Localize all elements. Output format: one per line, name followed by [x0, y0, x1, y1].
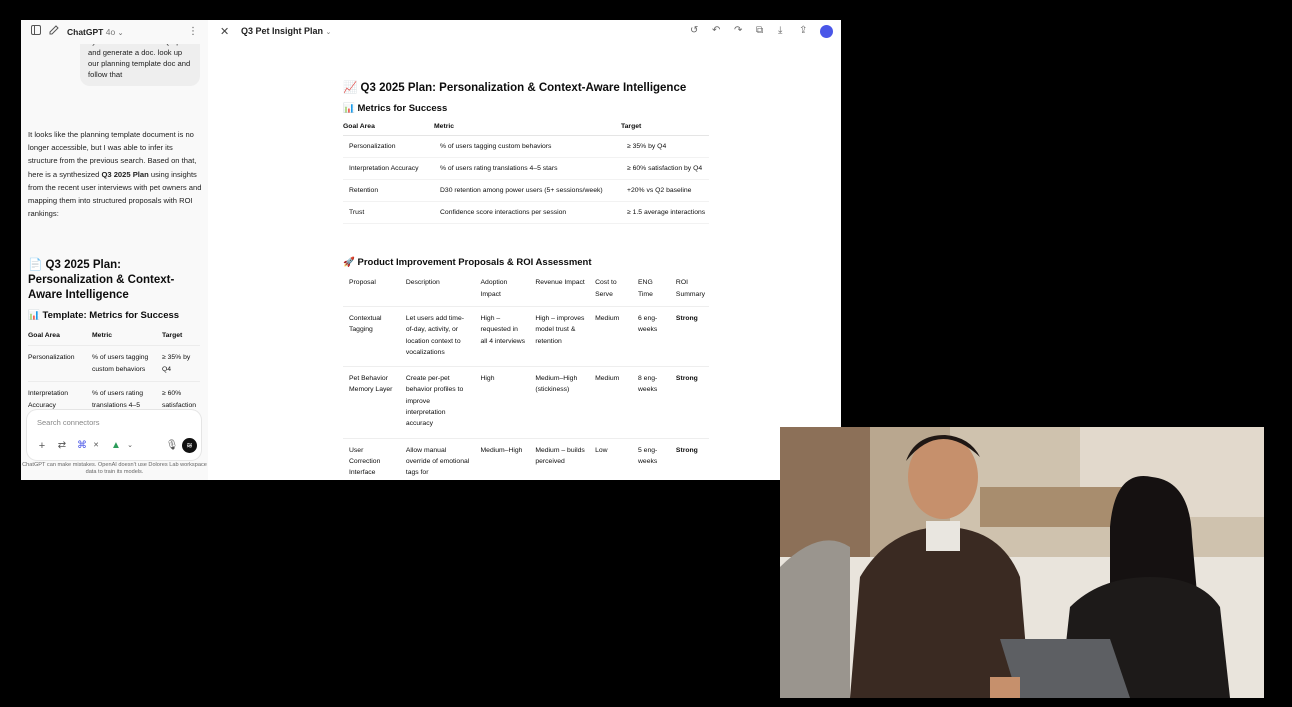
composer[interactable]: [27, 410, 201, 460]
table-row: Interpretation Accuracy % of users rating translations 4–5 ≥ 60% satisfaction: [28, 382, 200, 418]
reply-template-heading: 📊 Template: Metrics for Success: [28, 310, 180, 321]
waveform-icon: ≋: [186, 441, 193, 450]
table-header: ENG Time: [638, 279, 653, 298]
assistant-reply: It looks like the planning template document is no longer accessible, but I was able to infer its structure from the previous search. Based on that, here is a synthesized Q3 2025 Plan using insights from the recent user interviews with pet owners and mapping them into structured proposals with ROI rankings:: [28, 130, 202, 219]
sidebar-icon[interactable]: [29, 25, 43, 39]
table-row: Retention D30 retention among power users (5+ sessions/week) +20% vs Q2 baseline: [343, 180, 709, 202]
share-icon[interactable]: ⇪: [799, 25, 808, 36]
model-version: 4o: [105, 27, 116, 37]
compose-icon[interactable]: [47, 25, 61, 39]
chevron-down-icon: ⌄: [117, 30, 124, 37]
table-row: Personalization % of users tagging custom behaviors ≥ 35% by Q4: [343, 136, 709, 158]
reply-doc-heading: 📄 Q3 2025 Plan: Personalization & Context-Aware Intelligence: [28, 259, 175, 301]
presenter-video-frame: [780, 427, 1264, 698]
model-name: ChatGPT: [67, 27, 104, 37]
avatar[interactable]: [820, 25, 833, 38]
microphone-icon[interactable]: 🎙: [165, 440, 179, 451]
table-row: Interpretation Accuracy % of users rating translations 4–5 stars ≥ 60% satisfaction by Q4: [343, 158, 709, 180]
bar-chart-icon: 📊: [28, 310, 40, 321]
table-header: Goal Area: [343, 119, 434, 136]
table-header: Revenue Impact: [535, 279, 585, 286]
tools-icon[interactable]: ⇄: [57, 440, 67, 451]
table-row: Trust Confidence score interactions per session ≥ 1.5 average interactions: [343, 202, 709, 224]
table-header: Metric: [434, 119, 621, 136]
table-header: Target: [621, 119, 709, 136]
close-icon[interactable]: ✕: [93, 442, 99, 449]
document-pane: [208, 20, 841, 480]
table-header: Description: [405, 279, 440, 286]
table-header: Target: [162, 332, 183, 339]
document-heading: 📈 Q3 2025 Plan: Personalization & Context-Aware Intelligence: [343, 82, 687, 94]
model-selector[interactable]: [67, 27, 123, 37]
connector-icon[interactable]: ⌘: [77, 440, 87, 451]
drive-icon[interactable]: ▲: [111, 440, 121, 451]
reply-metrics-table: [28, 328, 200, 417]
plus-icon[interactable]: +: [38, 440, 46, 452]
app-window: [21, 20, 841, 480]
user-message: and generate a doc. look up our planning template doc and follow that: [80, 32, 200, 86]
close-icon[interactable]: ✕: [220, 26, 230, 38]
presenter-video: [780, 427, 1264, 698]
download-icon[interactable]: ⤓: [778, 25, 783, 36]
document-content: [343, 80, 713, 480]
redo-icon[interactable]: ↷: [734, 25, 743, 36]
chevron-down-icon[interactable]: ⌄: [127, 442, 133, 449]
more-icon[interactable]: ⋮: [188, 26, 198, 37]
table-row: Contextual Tagging Let users add time-of-day, activity, or location context to vocalizations High – requested in all 4 interviews High – improves model trust & retention Medium 6 eng-weeks Strong: [343, 307, 709, 367]
proposals-heading: 🚀 Product Improvement Proposals & ROI Assessment: [343, 257, 592, 268]
table-header: Cost to Serve: [595, 279, 617, 298]
copy-icon[interactable]: ⧉: [756, 25, 764, 36]
table-header: Metric: [92, 332, 113, 339]
undo-icon[interactable]: ↶: [712, 25, 721, 36]
table-header: Proposal: [349, 279, 376, 286]
history-icon[interactable]: ↺: [690, 25, 699, 36]
composer-tools: [35, 438, 197, 454]
proposals-table: [343, 274, 709, 480]
document-icon: 📄: [28, 259, 43, 271]
chart-increasing-icon: 📈: [343, 82, 358, 94]
chevron-down-icon: ⌄: [325, 29, 332, 36]
table-row: Pet Behavior Memory Layer Create per-pet behavior profiles to improve interpretation accuracy High Medium–High (stickiness) Medium 8 eng-weeks Strong: [343, 367, 709, 438]
voice-mode-button[interactable]: [182, 438, 197, 453]
disclaimer: ChatGPT can make mistakes. OpenAI doesn't use Dolores Lab workspace data to train its models.: [22, 462, 207, 475]
rocket-icon: 🚀: [343, 257, 355, 268]
metrics-table: [343, 119, 709, 224]
search-connectors-input[interactable]: Search connectors: [37, 418, 100, 427]
document-title-selector[interactable]: Q3 Pet Insight Plan ⌄: [241, 26, 332, 36]
chat-panel: [21, 20, 208, 480]
chat-header: [21, 20, 208, 44]
table-header: ROI Summary: [675, 279, 706, 298]
table-header: Adoption Impact: [480, 279, 508, 298]
table-row: User Correction Interface Allow manual override of emotional tags for Medium–High Medium – builds perceived Low 5 eng-weeks Strong: [343, 438, 709, 480]
table-row: Personalization % of users tagging custom behaviors ≥ 35% by Q4: [28, 346, 200, 382]
bar-chart-icon: 📊: [343, 103, 355, 114]
document-toolbar: [208, 20, 841, 44]
metrics-heading: 📊 Metrics for Success: [343, 103, 448, 114]
table-header: Goal Area: [28, 332, 60, 339]
